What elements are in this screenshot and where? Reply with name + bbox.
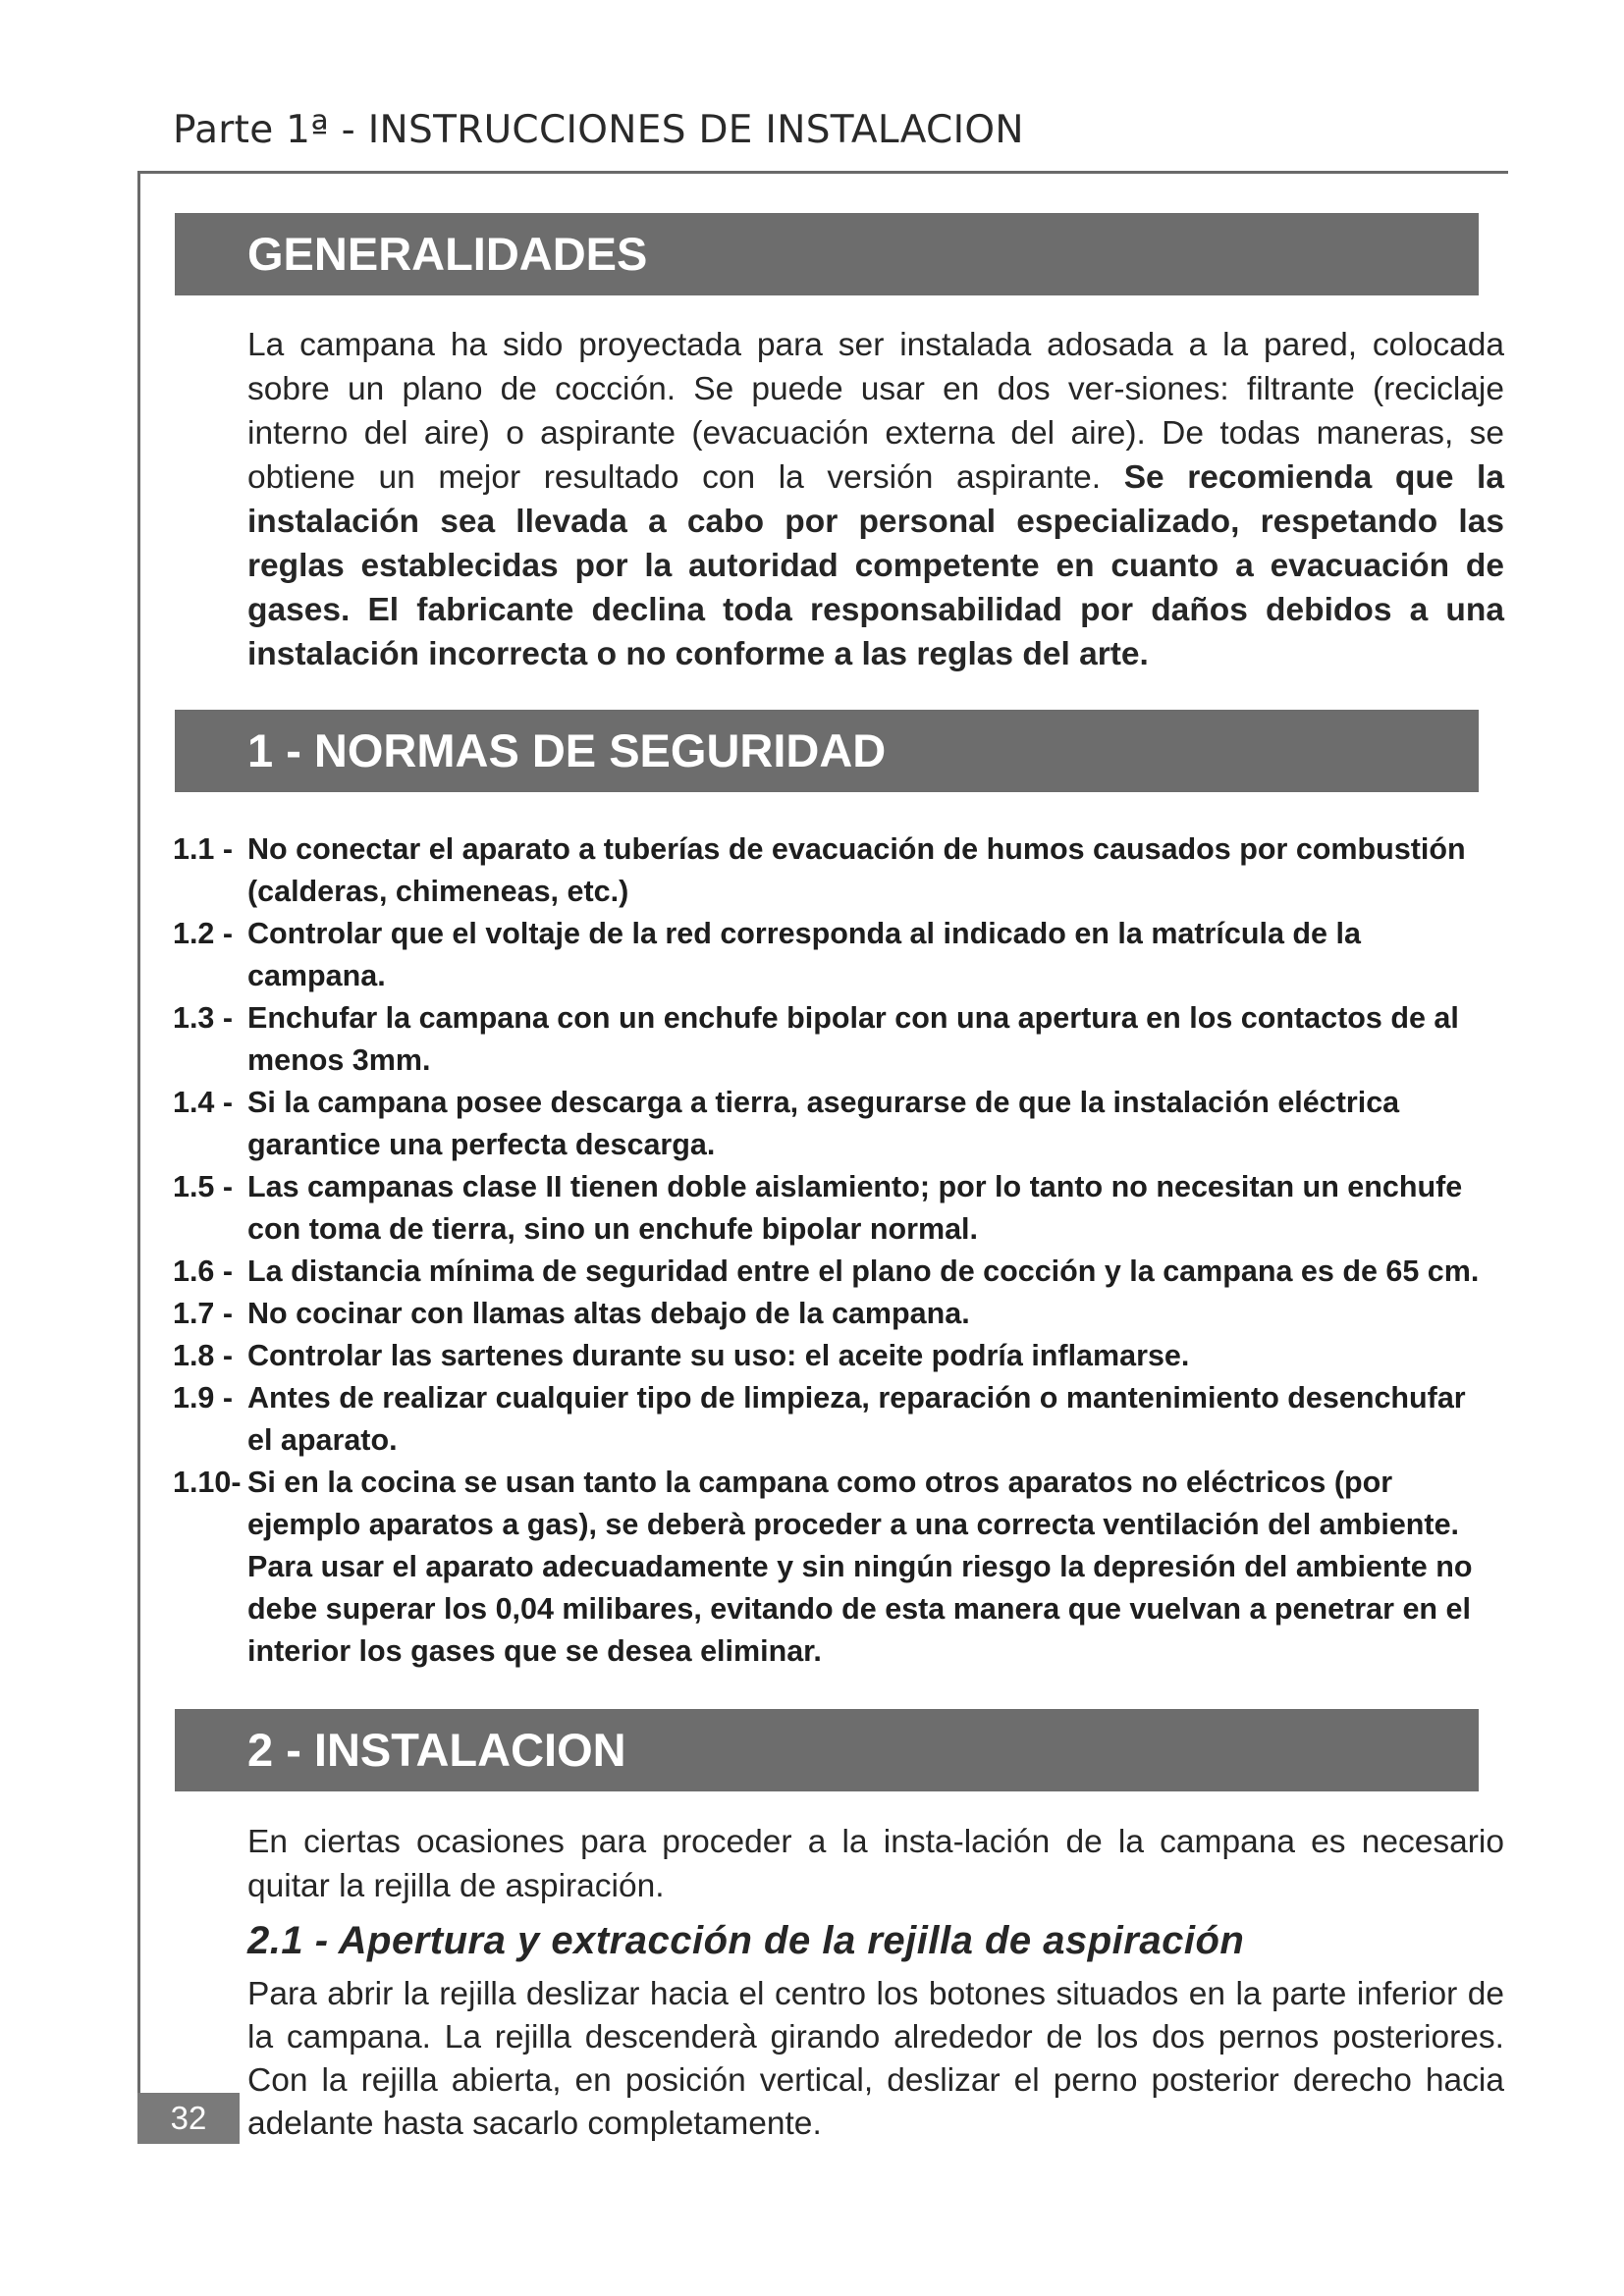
rule-number: 1.8 -	[173, 1339, 234, 1372]
list-item	[173, 1462, 1489, 1673]
list-item	[173, 1251, 1489, 1293]
page-frame-left-rule	[137, 171, 140, 2124]
section-title: 1 - NORMAS DE SEGURIDAD	[247, 724, 887, 776]
list-item	[173, 1293, 1489, 1335]
list-item	[173, 1082, 1489, 1166]
rule-text: Las campanas clase II tienen doble aislamiento; por lo tanto no necesitan un enchufe con toma de tierra, sino un enchufe bipolar normal.	[247, 1170, 1463, 1246]
rule-number: 1.7 -	[173, 1297, 234, 1330]
intro-paragraph	[247, 323, 1504, 676]
section-bar-instalacion	[175, 1709, 1479, 1791]
running-header: Parte 1ª - INSTRUCCIONES DE INSTALACION	[173, 108, 1024, 152]
rule-number: 1.5 -	[173, 1170, 234, 1203]
section-bar-normas-seguridad	[175, 710, 1479, 792]
rule-number: 1.4 -	[173, 1086, 234, 1119]
intro-text: La campana ha sido proyectada para ser instalada adosada a la pared, colocada sobre un plano de cocción. Se puede usar en dos ver-siones: filtrante (reciclaje interno del aire) o aspirante (evacuación externa del aire). De todas maneras, se obtiene un mejor resultado con la versión aspirante.	[247, 327, 1504, 496]
section-bar-generalidades	[175, 213, 1479, 295]
rule-text: Si la campana posee descarga a tierra, asegurarse de que la instalación eléctrica garantice una perfecta descarga.	[247, 1086, 1400, 1161]
rule-number: 1.9 -	[173, 1381, 234, 1415]
rule-number: 1.1 -	[173, 832, 234, 866]
rule-text: Controlar las sartenes durante su uso: el aceite podría inflamarse.	[247, 1339, 1190, 1372]
list-item	[173, 828, 1489, 913]
page-frame-top-rule	[137, 171, 1508, 174]
rule-text: No conectar el aparato a tuberías de evacuación de humos causados por combustión (calderas, chimeneas, etc.)	[247, 832, 1466, 908]
rule-number: 1.2 -	[173, 917, 234, 950]
subsection-heading: 2.1 - Apertura y extracción de la rejilla de aspiración	[247, 1919, 1245, 1962]
safety-rules-list	[173, 828, 1489, 1673]
list-item	[173, 997, 1489, 1082]
installation-paragraph: En ciertas ocasiones para proceder a la insta-lación de la campana es necesario quitar la rejilla de aspiración.	[247, 1824, 1504, 1904]
rule-text: Enchufar la campana con un enchufe bipolar con una apertura en los contactos de al menos 3mm.	[247, 1001, 1459, 1077]
list-item	[173, 1335, 1489, 1377]
grille-instructions-paragraph: Para abrir la rejilla deslizar hacia el centro los botones situados en la parte inferior de la campana. La rejilla descenderà girando alrededor de los dos pernos posteriores. Con la rejilla abierta, en posición vertical, deslizar el perno posterior derecho hacia adelante hasta sacarlo completamente.	[247, 1976, 1504, 2142]
list-item	[173, 1377, 1489, 1462]
rule-text: Antes de realizar cualquier tipo de limpieza, reparación o mantenimiento desenchufar el aparato.	[247, 1381, 1466, 1457]
rule-text: No cocinar con llamas altas debajo de la campana.	[247, 1297, 970, 1330]
rule-text: Controlar que el voltaje de la red corresponda al indicado en la matrícula de la campana.	[247, 917, 1361, 992]
rule-text: La distancia mínima de seguridad entre el plano de cocción y la campana es de 65 cm.	[247, 1255, 1480, 1288]
section-title: GENERALIDADES	[247, 228, 648, 280]
rule-number: 1.3 -	[173, 1001, 234, 1035]
rule-text: Si en la cocina se usan tanto la campana como otros aparatos no eléctricos (por ejemplo aparatos a gas), se deberà proceder a una correcta ventilación del ambiente. Para usar el aparato adecuadamente y sin ningún riesgo la depresión del ambiente no debe superar los 0,04 milibares, evitando de esta manera que vuelvan a penetrar en el interior los gases que se desea eliminar.	[247, 1466, 1473, 1668]
rule-number: 1.10-	[173, 1466, 242, 1499]
rule-number: 1.6 -	[173, 1255, 234, 1288]
list-item	[173, 1166, 1489, 1251]
section-title: 2 - INSTALACION	[247, 1724, 626, 1776]
intro-warning-text: Se recomienda que la instalación sea llevada a cabo por personal especializado, respetando las reglas establecidas por la autoridad competente en cuanto a evacuación de gases. El fabricante declina toda responsabilidad por daños debidos a una instalación incorrecta o no conforme a las reglas del arte.	[247, 459, 1504, 672]
page-number: 32	[137, 2093, 240, 2144]
list-item	[173, 913, 1489, 997]
